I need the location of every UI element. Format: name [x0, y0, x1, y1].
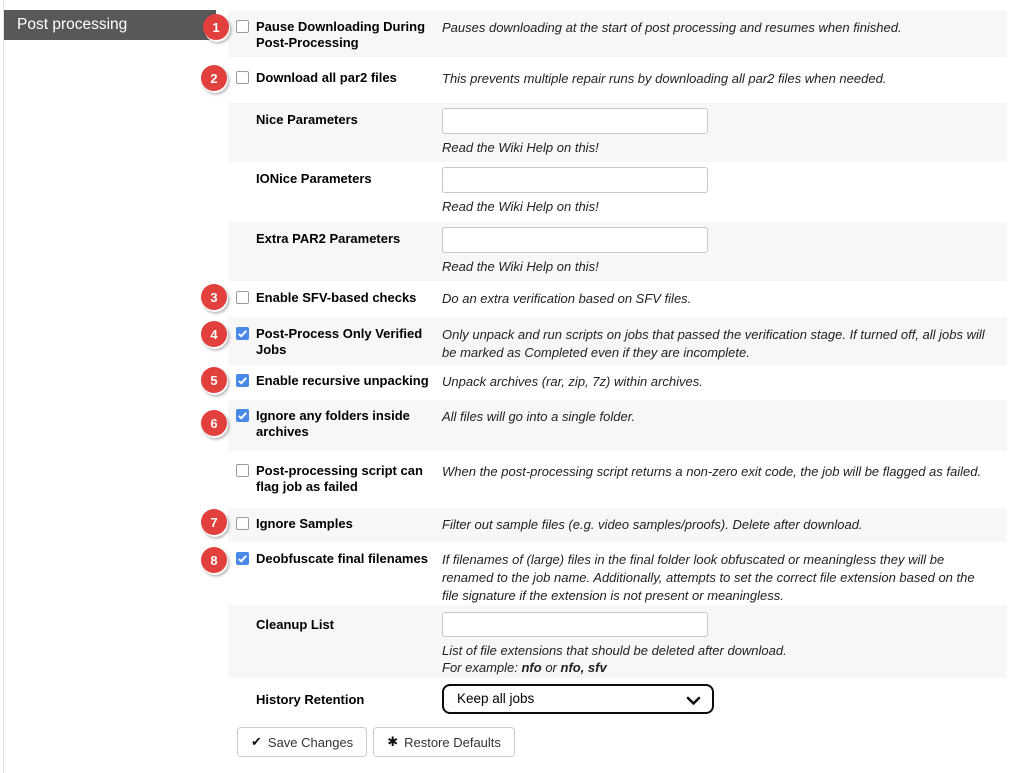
pause-downloading-label: Pause Downloading During Post-Processing: [256, 19, 426, 50]
cleanup-list-input[interactable]: [442, 612, 708, 637]
row-download-par2: [228, 57, 1007, 103]
check-icon: [237, 410, 248, 421]
recursive-unpacking-checkbox[interactable]: [236, 374, 249, 387]
cleanup-list-label: Cleanup List: [256, 617, 335, 632]
postprocess-verified-jobs-label: Post-Process Only Verified Jobs: [256, 326, 423, 357]
check-icon: [237, 553, 248, 564]
script-flag-failed-checkbox[interactable]: [236, 464, 249, 477]
extra-par2-parameters-input[interactable]: [442, 227, 708, 253]
enable-sfv-checks-label: Enable SFV-based checks: [256, 290, 417, 305]
ionice-parameters-label: IONice Parameters: [256, 171, 372, 186]
row-cleanup-list: [228, 605, 1007, 678]
postprocess-verified-jobs-checkbox[interactable]: [236, 327, 249, 340]
step-badge-3: 3: [201, 284, 227, 310]
ignore-samples-checkbox[interactable]: [236, 517, 249, 530]
ignore-samples-description: Filter out sample files (e.g. video samples/proofs). Delete after download.: [442, 517, 863, 532]
history-retention-label: History Retention: [256, 692, 365, 707]
row-script-flag-failed: [228, 451, 1007, 508]
row-deobfuscate-filenames: [228, 542, 1007, 605]
nice-parameters-help: Read the Wiki Help on this!: [442, 140, 599, 155]
extra-par2-parameters-help: Read the Wiki Help on this!: [442, 259, 599, 274]
ionice-parameters-help: Read the Wiki Help on this!: [442, 199, 599, 214]
restore-defaults-label: Restore Defaults: [404, 734, 501, 750]
row-recursive-unpacking: [228, 365, 1007, 400]
step-badge-2: 2: [201, 65, 227, 91]
cleanup-list-help: List of file extensions that should be deleted after download. For example: nfo or nfo, sfv: [442, 643, 787, 675]
save-changes-label: Save Changes: [267, 734, 354, 750]
asterisk-icon: ✱: [387, 734, 399, 749]
nice-parameters-input[interactable]: [442, 108, 708, 134]
chevron-down-icon: [686, 696, 701, 706]
deobfuscate-filenames-checkbox[interactable]: [236, 552, 249, 565]
page-title: Post processing: [4, 10, 216, 40]
row-extra-par2-parameters: [228, 222, 1007, 281]
nice-parameters-label: Nice Parameters: [256, 112, 358, 127]
deobfuscate-filenames-description: If filenames of (large) files in the final folder look obfuscated or meaningless they will be renamed to the job name. Additionally, attempts to set the correct file extension based on the file signature if the extension is not present or meaningless.: [442, 552, 975, 603]
enable-sfv-checks-checkbox[interactable]: [236, 291, 249, 304]
row-postprocess-verified-jobs: [228, 317, 1007, 365]
action-buttons: [237, 727, 515, 757]
step-badge-4: 4: [201, 321, 227, 347]
extra-par2-parameters-label: Extra PAR2 Parameters: [256, 231, 401, 246]
enable-sfv-checks-description: Do an extra verification based on SFV files.: [442, 291, 692, 306]
left-divider: [3, 0, 4, 773]
ionice-parameters-input[interactable]: [442, 167, 708, 193]
step-badge-8: 8: [201, 547, 227, 573]
postprocess-verified-jobs-description: Only unpack and run scripts on jobs that passed the verification stage. If turned off, all jobs will be marked as Completed even if they are incomplete.: [442, 327, 985, 360]
row-ionice-parameters: [228, 162, 1007, 222]
download-par2-checkbox[interactable]: [236, 71, 249, 84]
check-icon: [237, 375, 248, 386]
row-enable-sfv-checks: [228, 281, 1007, 317]
history-retention-select[interactable]: [442, 684, 714, 714]
download-par2-label: Download all par2 files: [256, 70, 397, 85]
step-badge-7: 7: [201, 509, 227, 535]
row-ignore-samples: [228, 508, 1007, 542]
row-history-retention: [228, 678, 1007, 722]
row-ignore-folders: [228, 400, 1007, 451]
script-flag-failed-description: When the post-processing script returns a non-zero exit code, the job will be flagged as failed.: [442, 464, 982, 479]
deobfuscate-filenames-label: Deobfuscate final filenames: [256, 551, 428, 566]
ignore-folders-checkbox[interactable]: [236, 409, 249, 422]
check-icon: [237, 328, 248, 339]
ignore-samples-label: Ignore Samples: [256, 516, 353, 531]
recursive-unpacking-description: Unpack archives (rar, zip, 7z) within archives.: [442, 374, 703, 389]
step-badge-5: 5: [201, 367, 227, 393]
checkmark-icon: ✔: [251, 734, 262, 749]
restore-defaults-button[interactable]: [373, 727, 515, 757]
row-nice-parameters: [228, 103, 1007, 162]
step-badge-6: 6: [201, 410, 227, 436]
script-flag-failed-label: Post-processing script can flag job as failed: [256, 463, 423, 494]
settings-rows: [228, 11, 1007, 722]
step-badge-1: 1: [203, 14, 229, 40]
recursive-unpacking-label: Enable recursive unpacking: [256, 373, 429, 388]
row-pause-downloading: [228, 11, 1007, 57]
history-retention-selected-value: Keep all jobs: [457, 691, 535, 706]
download-par2-description: This prevents multiple repair runs by downloading all par2 files when needed.: [442, 71, 887, 86]
ignore-folders-description: All files will go into a single folder.: [442, 409, 636, 424]
save-changes-button[interactable]: [237, 727, 367, 757]
pause-downloading-checkbox[interactable]: [236, 20, 249, 33]
ignore-folders-label: Ignore any folders inside archives: [256, 408, 410, 439]
pause-downloading-description: Pauses downloading at the start of post processing and resumes when finished.: [442, 20, 902, 35]
